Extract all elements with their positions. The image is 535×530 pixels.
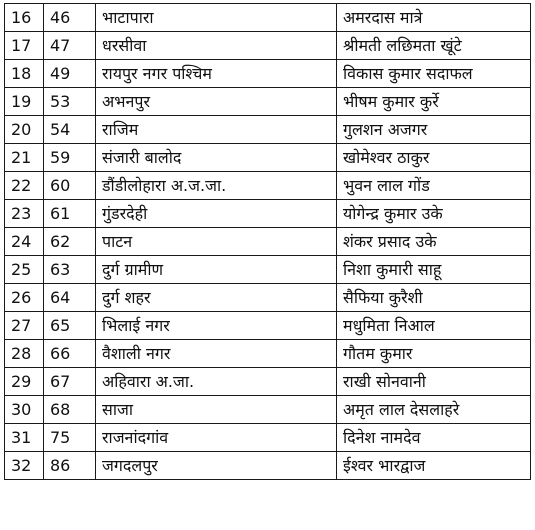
- constituency-number-cell: 63: [44, 256, 96, 284]
- constituency-number-cell: 54: [44, 116, 96, 144]
- constituency-number-cell: 49: [44, 60, 96, 88]
- serial-number-cell: 26: [5, 284, 44, 312]
- constituency-number-cell: 67: [44, 368, 96, 396]
- constituency-name-cell: राजिम: [96, 116, 337, 144]
- serial-number-cell: 32: [5, 452, 44, 480]
- constituency-number-cell: 68: [44, 396, 96, 424]
- table-row: [5, 368, 531, 396]
- candidate-name-cell: भुवन लाल गोंड: [337, 172, 531, 200]
- serial-number-cell: 21: [5, 144, 44, 172]
- constituency-number-cell: 64: [44, 284, 96, 312]
- table-row: [5, 312, 531, 340]
- candidate-name-cell: राखी सोनवानी: [337, 368, 531, 396]
- serial-number-cell: 19: [5, 88, 44, 116]
- serial-number-cell: 27: [5, 312, 44, 340]
- constituency-name-cell: दुर्ग शहर: [96, 284, 337, 312]
- table-row: [5, 32, 531, 60]
- candidate-name-cell: मधुमिता निआल: [337, 312, 531, 340]
- constituency-number-cell: 75: [44, 424, 96, 452]
- constituency-name-cell: पाटन: [96, 228, 337, 256]
- constituency-name-cell: अभनपुर: [96, 88, 337, 116]
- table-row: [5, 4, 531, 32]
- constituency-name-cell: रायपुर नगर पश्चिम: [96, 60, 337, 88]
- candidate-name-cell: शंकर प्रसाद उके: [337, 228, 531, 256]
- table-row: [5, 340, 531, 368]
- serial-number-cell: 24: [5, 228, 44, 256]
- serial-number-cell: 18: [5, 60, 44, 88]
- constituency-number-cell: 47: [44, 32, 96, 60]
- table-row: [5, 452, 531, 480]
- candidate-name-cell: योगेन्द्र कुमार उके: [337, 200, 531, 228]
- candidate-list-table: [4, 3, 531, 480]
- table-row: [5, 172, 531, 200]
- candidate-name-cell: सैफिया कुरैशी: [337, 284, 531, 312]
- constituency-name-cell: जगदलपुर: [96, 452, 337, 480]
- constituency-name-cell: संजारी बालोद: [96, 144, 337, 172]
- cropped-next-line: [60, 518, 480, 530]
- candidate-name-cell: भीषम कुमार कुर्रे: [337, 88, 531, 116]
- constituency-number-cell: 66: [44, 340, 96, 368]
- candidate-name-cell: ईश्वर भारद्वाज: [337, 452, 531, 480]
- constituency-name-cell: धरसीवा: [96, 32, 337, 60]
- constituency-name-cell: अहिवारा अ.जा.: [96, 368, 337, 396]
- constituency-name-cell: वैशाली नगर: [96, 340, 337, 368]
- table-row: [5, 116, 531, 144]
- constituency-number-cell: 53: [44, 88, 96, 116]
- constituency-name-cell: साजा: [96, 396, 337, 424]
- constituency-number-cell: 62: [44, 228, 96, 256]
- candidate-name-cell: दिनेश नामदेव: [337, 424, 531, 452]
- serial-number-cell: 31: [5, 424, 44, 452]
- constituency-name-cell: भिलाई नगर: [96, 312, 337, 340]
- serial-number-cell: 28: [5, 340, 44, 368]
- table-row: [5, 256, 531, 284]
- serial-number-cell: 25: [5, 256, 44, 284]
- document-sheet: [4, 3, 531, 480]
- serial-number-cell: 22: [5, 172, 44, 200]
- constituency-name-cell: भाटापारा: [96, 4, 337, 32]
- serial-number-cell: 29: [5, 368, 44, 396]
- candidate-name-cell: अमृत लाल देसलाहरे: [337, 396, 531, 424]
- serial-number-cell: 16: [5, 4, 44, 32]
- constituency-number-cell: 65: [44, 312, 96, 340]
- constituency-name-cell: गुंडरदेही: [96, 200, 337, 228]
- serial-number-cell: 23: [5, 200, 44, 228]
- serial-number-cell: 30: [5, 396, 44, 424]
- constituency-number-cell: 60: [44, 172, 96, 200]
- candidate-name-cell: अमरदास मात्रे: [337, 4, 531, 32]
- table-row: [5, 88, 531, 116]
- candidate-name-cell: विकास कुमार सदाफल: [337, 60, 531, 88]
- constituency-number-cell: 86: [44, 452, 96, 480]
- table-row: [5, 228, 531, 256]
- table-row: [5, 424, 531, 452]
- candidate-name-cell: गुलशन अजगर: [337, 116, 531, 144]
- serial-number-cell: 17: [5, 32, 44, 60]
- table-row: [5, 144, 531, 172]
- candidate-name-cell: गौतम कुमार: [337, 340, 531, 368]
- table-row: [5, 396, 531, 424]
- table-row: [5, 60, 531, 88]
- table-row: [5, 200, 531, 228]
- serial-number-cell: 20: [5, 116, 44, 144]
- candidate-name-cell: श्रीमती लछिमता खूंटे: [337, 32, 531, 60]
- constituency-name-cell: राजनांदगांव: [96, 424, 337, 452]
- constituency-number-cell: 46: [44, 4, 96, 32]
- candidate-name-cell: निशा कुमारी साहू: [337, 256, 531, 284]
- constituency-number-cell: 59: [44, 144, 96, 172]
- candidate-list-body: [5, 4, 531, 480]
- constituency-name-cell: डौंडीलोहारा अ.ज.जा.: [96, 172, 337, 200]
- candidate-name-cell: खोमेश्वर ठाकुर: [337, 144, 531, 172]
- table-row: [5, 284, 531, 312]
- constituency-number-cell: 61: [44, 200, 96, 228]
- constituency-name-cell: दुर्ग ग्रामीण: [96, 256, 337, 284]
